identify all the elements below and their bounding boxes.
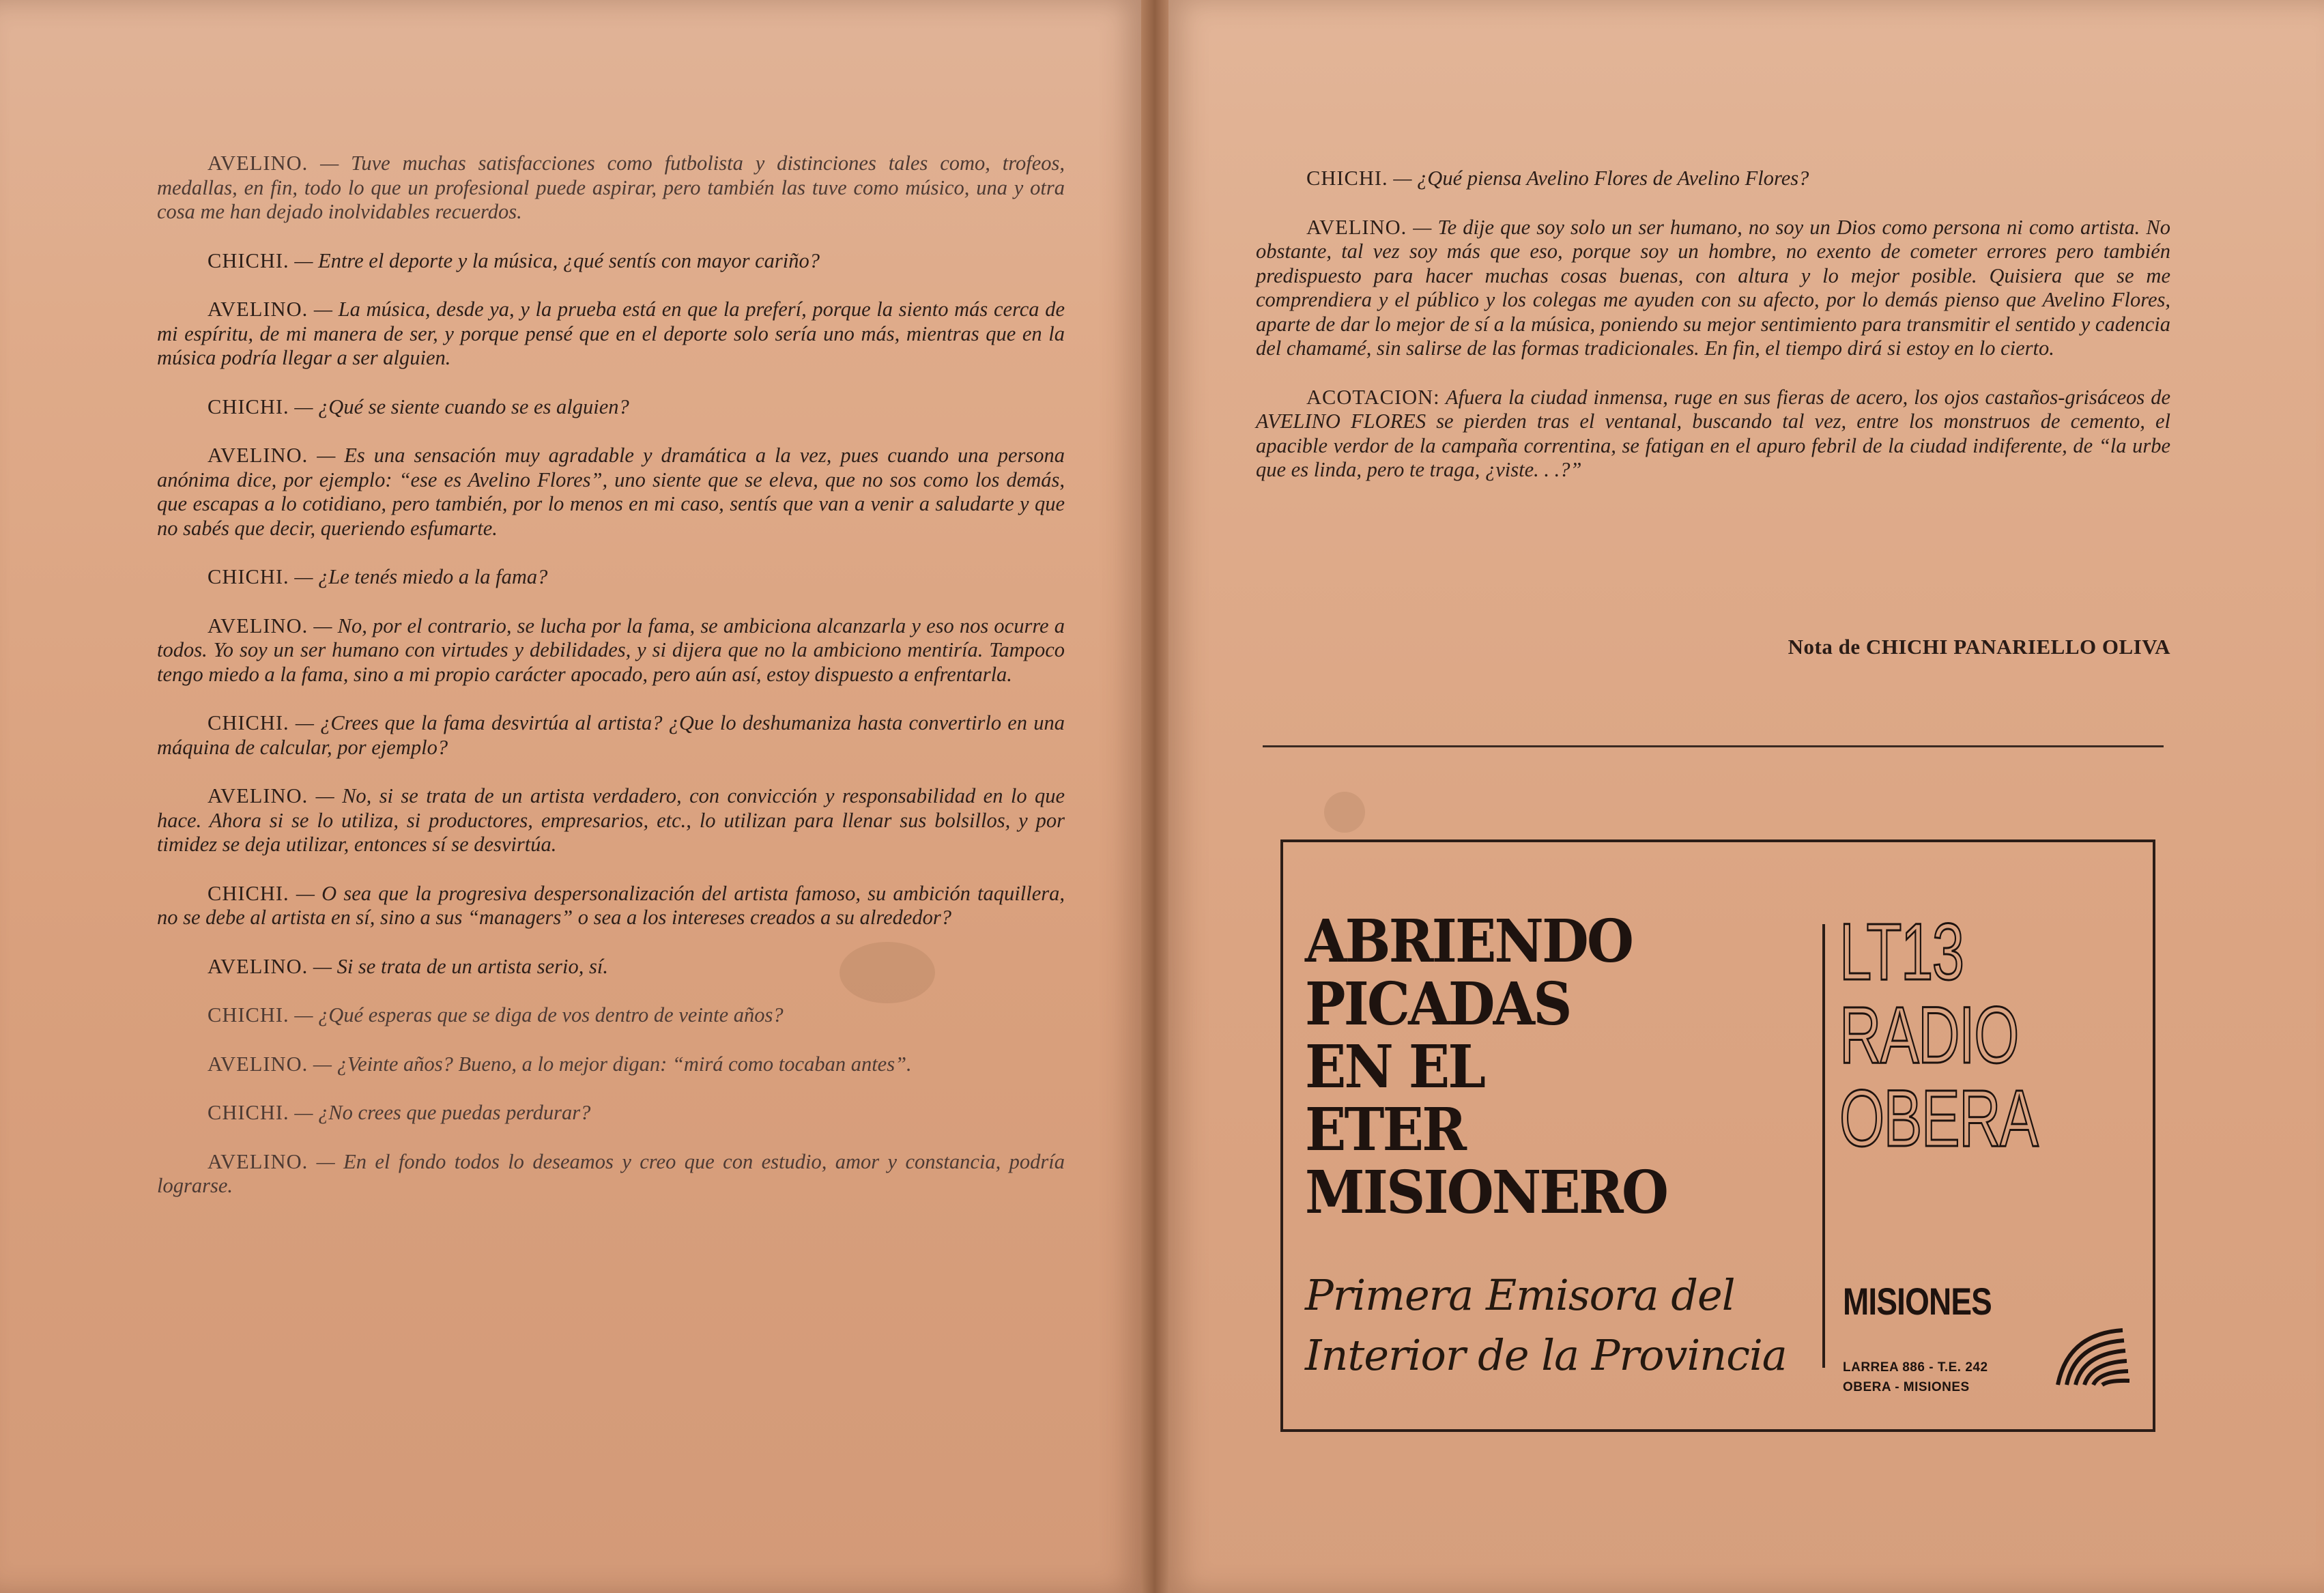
interview-paragraph: AVELINO. — Es una sensación muy agradable y dramática a la vez, pues cuando una persona anónima dice, por ejemplo: “ese es Avelino Flores”, uno siente que se eleva, que no sos como los demás, que escapas a lo cotidiano, pero también, por lo menos en mi caso, sentís que van a venir a saludarte y que no sabés que decir, queriendo esfumarte. — [157, 444, 1065, 540]
interview-paragraph: AVELINO. — En el fondo todos lo deseamos y creo que con estudio, amor y constancia, podría lograrse. — [157, 1149, 1065, 1197]
ad-headline-line: ETER — [1305, 1095, 1465, 1164]
ad-headline-line: ABRIENDO — [1305, 907, 1633, 976]
radio-waves-icon — [2048, 1320, 2136, 1388]
interview-paragraph: AVELINO. — No, por el contrario, se lucha por la fama, se ambiciona alcanzarla y eso nos ocurre a todos. Yo soy un ser humano con virtudes y debilidades, y si dijera que no la ambiciono mentiría. Tampoco tengo miedo a la fama, sino a mi propio carácter apocado, pero aún así, estoy dispuesto a enfrentarla. — [157, 614, 1065, 686]
interview-paragraph: CHICHI. — ¿Qué se siente cuando se es alguien? — [207, 394, 629, 418]
paper-stain — [1324, 792, 1365, 833]
interview-paragraph: CHICHI. — ¿Qué piensa Avelino Flores de Avelino Flores? — [1306, 167, 1809, 190]
station-logo-line: RADIO — [1839, 990, 2018, 1080]
station-region: MISIONES — [1843, 1280, 1992, 1323]
interview-paragraph: AVELINO. — Tuve muchas satisfacciones como futbolista y distinciones tales como, trofeos, medallas, en fin, todo lo que un profesional puede aspirar, pero también las tuve como músico, una y otra cosa me han dejado inolvidables recuerdos. — [157, 152, 1065, 223]
station-address-line: LARREA 886 - T.E. 242 — [1843, 1360, 1988, 1375]
interview-paragraph: CHICHI. — Entre el deporte y la música, ¿qué sentís con mayor cariño? — [207, 248, 820, 272]
ad-subtitle-line: Interior de la Provincia — [1305, 1330, 1787, 1380]
station-logo-line: OBERA — [1839, 1074, 2038, 1164]
closing-note-paragraph: ACOTACION: Afuera la ciudad inmensa, ruge en sus fieras de acero, los ojos castaños-grisáceos de AVELINO FLORES se pierden tras el ventanal, buscando tal vez, entre los monstruos de cemento, el apacible verdor de la campaña correntina, se fatigan en el apuro febril de la ciudad indiferente, de “la urbe que es linda, pero te traga, ¿viste. . .?” — [1256, 385, 2170, 481]
interview-paragraph: CHICHI. — ¿Le tenés miedo a la fama? — [207, 565, 548, 588]
interview-paragraph: AVELINO. — Si se trata de un artista serio, sí. — [207, 954, 608, 978]
interview-paragraph: CHICHI. — ¿Qué esperas que se diga de vos dentro de veinte años? — [207, 1003, 784, 1027]
ad-divider — [1822, 924, 1825, 1368]
interview-paragraph: AVELINO. — La música, desde ya, y la prueba está en que la preferí, porque la siento más cerca de mi espíritu, de mi manera de ser, y porque pensé que en el deporte solo sería uno más, mientras que en la música podría llegar a ser alguien. — [157, 298, 1065, 369]
radio-advertisement — [1280, 839, 2155, 1432]
interview-paragraph: CHICHI. — O sea que la progresiva despersonalización del artista famoso, su ambición taquillera, no se debe al artista en sí, sino a sus “managers” o sea a los intereses creados a su alrededor? — [157, 881, 1065, 929]
station-logo-line: LT13 — [1839, 907, 1964, 997]
left-interview-column — [157, 152, 1065, 1223]
interview-paragraph: AVELINO. — Te dije que soy solo un ser humano, no soy un Dios como persona ni como artista. No obstante, tal vez soy más que eso, porque soy un hombre, no exento de cometer errores pero también predispuesto para hacer muchas cosas buenas, con altura y lo mejor posible. Quisiera que se me comprendiera y el público y los colegas me ayuden con su afecto, por lo demás pienso que Avelino Flores, aparte de dar lo mejor de sí a la música, poniendo su mejor sentimiento para transmitir el sentido y cadencia del chamamé, sin salirse de las formas tradicionales. En fin, el tiempo dirá si estoy en lo cierto. — [1256, 215, 2170, 360]
interview-paragraph: AVELINO. — No, si se trata de un artista verdadero, con convicción y responsabilidad en lo que hace. Ahora si se lo utiliza, si productores, empresarios, etc., lo utilizan para llenar sus bolsillos, y por timidez se deja utilizar, entonces sí se desvirtúa. — [157, 784, 1065, 856]
interview-paragraph: AVELINO. — ¿Veinte años? Bueno, a lo mejor digan: “mirá como tocaban antes”. — [207, 1052, 912, 1076]
station-logo-text — [1839, 907, 2038, 1164]
station-address — [1843, 1358, 2048, 1397]
horizontal-rule — [1263, 745, 2164, 747]
ad-headline-line: PICADAS — [1305, 970, 1570, 1039]
ad-subtitle — [1305, 1265, 1824, 1386]
ad-headline-line: EN EL — [1305, 1033, 1484, 1102]
interview-paragraph: CHICHI. — ¿No crees que puedas perdurar? — [207, 1101, 591, 1124]
book-gutter — [1141, 0, 1168, 1593]
ad-headline — [1305, 907, 1707, 1227]
station-address-line: OBERA - MISIONES — [1843, 1380, 1970, 1394]
ad-subtitle-line: Primera Emisora del — [1305, 1270, 1735, 1320]
author-signature: Nota de CHICHI PANARIELLO OLIVA — [1788, 635, 2170, 659]
right-interview-column — [1256, 167, 2170, 507]
ad-headline-line: MISIONERO — [1305, 1158, 1667, 1227]
interview-paragraph: CHICHI. — ¿Crees que la fama desvirtúa al artista? ¿Que lo deshumaniza hasta convertirlo en una máquina de calcular, por ejemplo? — [157, 711, 1065, 759]
